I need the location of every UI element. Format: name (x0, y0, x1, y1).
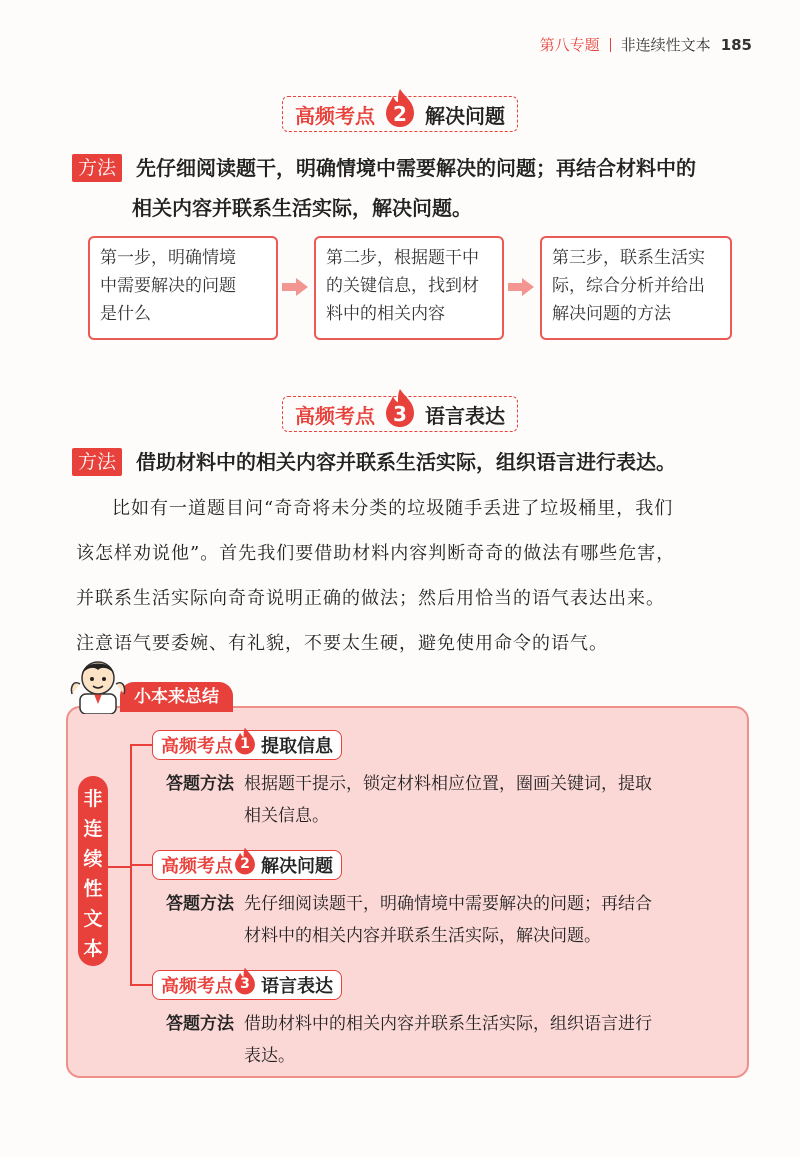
summary-answer-3 (166, 1008, 726, 1072)
section-heading: 语言表达 (425, 403, 505, 428)
item-label: 高频考点 (161, 976, 233, 997)
chapter-label: 第八专题 (539, 36, 600, 54)
section-title-3 (0, 396, 800, 432)
arrow-right-icon (282, 278, 308, 296)
step-text: 第三步，联系生活实 (552, 248, 705, 268)
section-label: 高频考点 (295, 403, 375, 428)
section-number: 3 (393, 402, 407, 426)
bracket-tick (130, 984, 152, 986)
step-text: 是什么 (100, 304, 151, 324)
item-label: 高频考点 (161, 736, 233, 757)
answer-label: 答题方法 (166, 894, 234, 914)
answer-text: 相关信息。 (244, 806, 329, 826)
section-title-box (282, 96, 518, 132)
side-char: 非 (83, 788, 103, 810)
summary-title: 小本来总结 (120, 682, 233, 712)
step-text: 第一步，明确情境 (100, 248, 236, 268)
bracket-tick (130, 744, 152, 746)
item-number: 3 (240, 976, 250, 992)
example-paragraph (76, 486, 756, 666)
method-text: 先仔细阅读题干，明确情境中需要解决的问题；再结合材料中的 (136, 156, 697, 180)
answer-text: 先仔细阅读题干，明确情境中需要解决的问题；再结合 (244, 894, 652, 914)
answer-text: 材料中的相关内容并联系生活实际，解决问题。 (244, 926, 601, 946)
arrow-right-icon (508, 278, 534, 296)
bracket-connector (108, 866, 130, 868)
side-char: 本 (83, 938, 103, 960)
flame-icon (233, 726, 257, 756)
section-title-2 (0, 96, 800, 132)
step-text: 料中的相关内容 (326, 304, 445, 324)
summary-item-title-3 (152, 970, 342, 1000)
paragraph-line: 并联系生活实际向奇奇说明正确的做法；然后用恰当的语气表达出来。 (76, 588, 665, 609)
answer-text: 借助材料中的相关内容并联系生活实际，组织语言进行 (244, 1014, 652, 1034)
mascot-boy-icon (66, 650, 130, 714)
method-tag: 方法 (72, 154, 122, 182)
step-box-2 (314, 236, 504, 340)
bracket-tick (130, 864, 152, 866)
step-text: 中需要解决的问题 (100, 276, 236, 296)
step-text: 际，综合分析并给出 (552, 276, 705, 296)
method-text: 借助材料中的相关内容并联系生活实际，组织语言进行表达。 (136, 450, 677, 474)
answer-text: 表达。 (244, 1046, 295, 1066)
side-char: 文 (83, 908, 103, 930)
section-heading: 解决问题 (425, 103, 505, 128)
method-text-cont: 相关内容并联系生活实际，解决问题。 (132, 196, 472, 220)
flame-icon (233, 846, 257, 876)
section-label: 高频考点 (295, 103, 375, 128)
summary-item-title-2 (152, 850, 342, 880)
flame-icon (233, 966, 257, 996)
summary-side-label (78, 776, 108, 966)
side-char: 性 (83, 878, 103, 900)
answer-text: 根据题干提示，锁定材料相应位置，圈画关键词，提取 (244, 774, 652, 794)
summary-answer-1 (166, 768, 726, 832)
paragraph-line: 注意语气要委婉、有礼貌，不要太生硬，避免使用命令的语气。 (76, 633, 608, 654)
answer-label: 答题方法 (166, 774, 234, 794)
paragraph-line: 比如有一道题目问“奇奇将未分类的垃圾随手丢进了垃圾桶里，我们 (112, 498, 674, 519)
item-heading: 提取信息 (261, 736, 333, 757)
item-heading: 解决问题 (261, 856, 333, 877)
side-char: 续 (83, 848, 103, 870)
paragraph-line: 该怎样劝说他”。首先我们要借助材料内容判断奇奇的做法有哪些危害， (76, 543, 676, 564)
section-number: 2 (393, 102, 407, 126)
section-title-box (282, 396, 518, 432)
side-char: 连 (83, 818, 103, 840)
method-line-1 (72, 148, 696, 188)
summary-answer-2 (166, 888, 726, 952)
step-text: 第二步，根据题干中 (326, 248, 479, 268)
item-number: 1 (240, 736, 250, 752)
page-number: 185 (720, 35, 752, 54)
flame-icon (383, 388, 417, 428)
method-line-3 (72, 442, 676, 482)
item-heading: 语言表达 (261, 976, 333, 997)
item-number: 2 (240, 856, 250, 872)
method-tag: 方法 (72, 448, 122, 476)
step-text: 的关键信息，找到材 (326, 276, 479, 296)
header-divider (610, 38, 611, 52)
step-box-3 (540, 236, 732, 340)
step-text: 解决问题的方法 (552, 304, 671, 324)
answer-label: 答题方法 (166, 1014, 234, 1034)
step-box-1 (88, 236, 278, 340)
flame-icon (383, 88, 417, 128)
summary-item-title-1 (152, 730, 342, 760)
topic-label: 非连续性文本 (620, 36, 711, 54)
item-label: 高频考点 (161, 856, 233, 877)
running-header (540, 34, 752, 55)
